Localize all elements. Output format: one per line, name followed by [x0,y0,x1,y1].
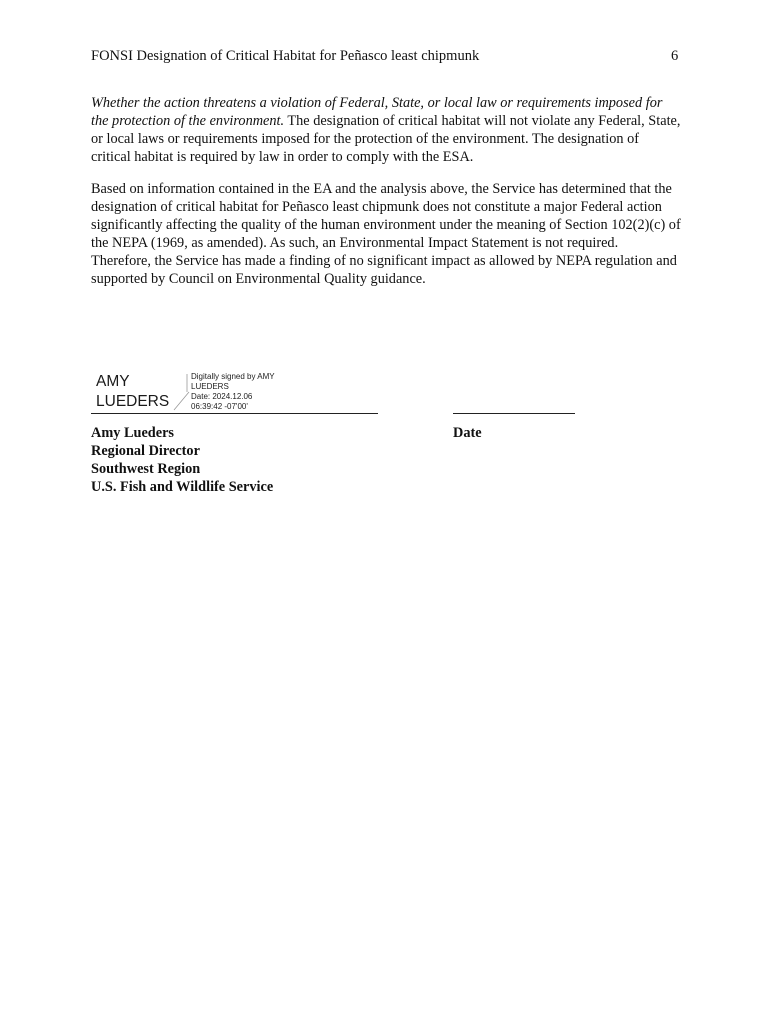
signature-divider-icon [171,372,191,412]
signature-name-line-1: AMY [96,373,130,390]
signature-details [191,372,291,412]
signature-detail-line-3: Date: 2024.12.06 [191,392,253,401]
date-line [453,413,575,414]
paragraph-italic-heading: Whether the action threatens a violation of Federal, State, or local law or requirements imposed for the protection of the environment. [91,95,663,129]
date-label: Date [453,425,482,441]
signature-detail-line-1: Digitally signed by AMY [191,372,275,381]
page-number: 6 [671,48,679,64]
running-header-title: FONSI Designation of Critical Habitat for Peñasco least chipmunk [91,48,480,64]
signature-name-line-2: LUEDERS [96,393,170,410]
signer-agency: U.S. Fish and Wildlife Service [91,479,274,495]
signature-detail-line-2: LUEDERS [191,382,229,391]
paragraph-law-compliance [91,94,681,166]
paragraph-body-text: The designation of critical habitat will not violate any Federal, State, or local laws or requirements imposed for the protection of the environment. The designation of critical habitat is required by law in order to comply with the ESA. [91,113,681,165]
signer-name: Amy Lueders [91,425,174,441]
signer-region: Southwest Region [91,461,201,477]
signature-name [96,372,169,412]
signature-line [91,413,378,414]
signer-block [91,424,273,496]
digital-signature[interactable] [91,367,378,413]
paragraph-finding: Based on information contained in the EA and the analysis above, the Service has determined that the designation of critical habitat for Peñasco least chipmunk does not constitute a major Federal action significantly affecting the quality of the human environment under the meaning of Section 102(2)(c) of the NEPA (1969, as amended). As such, an Environmental Impact Statement is not required. Therefore, the Service has made a finding of no significant impact as allowed by NEPA regulation and supported by Council on Environmental Quality guidance. [91,181,681,287]
signer-title: Regional Director [91,443,200,459]
signature-detail-line-4: 06:39:42 -07'00' [191,402,248,411]
